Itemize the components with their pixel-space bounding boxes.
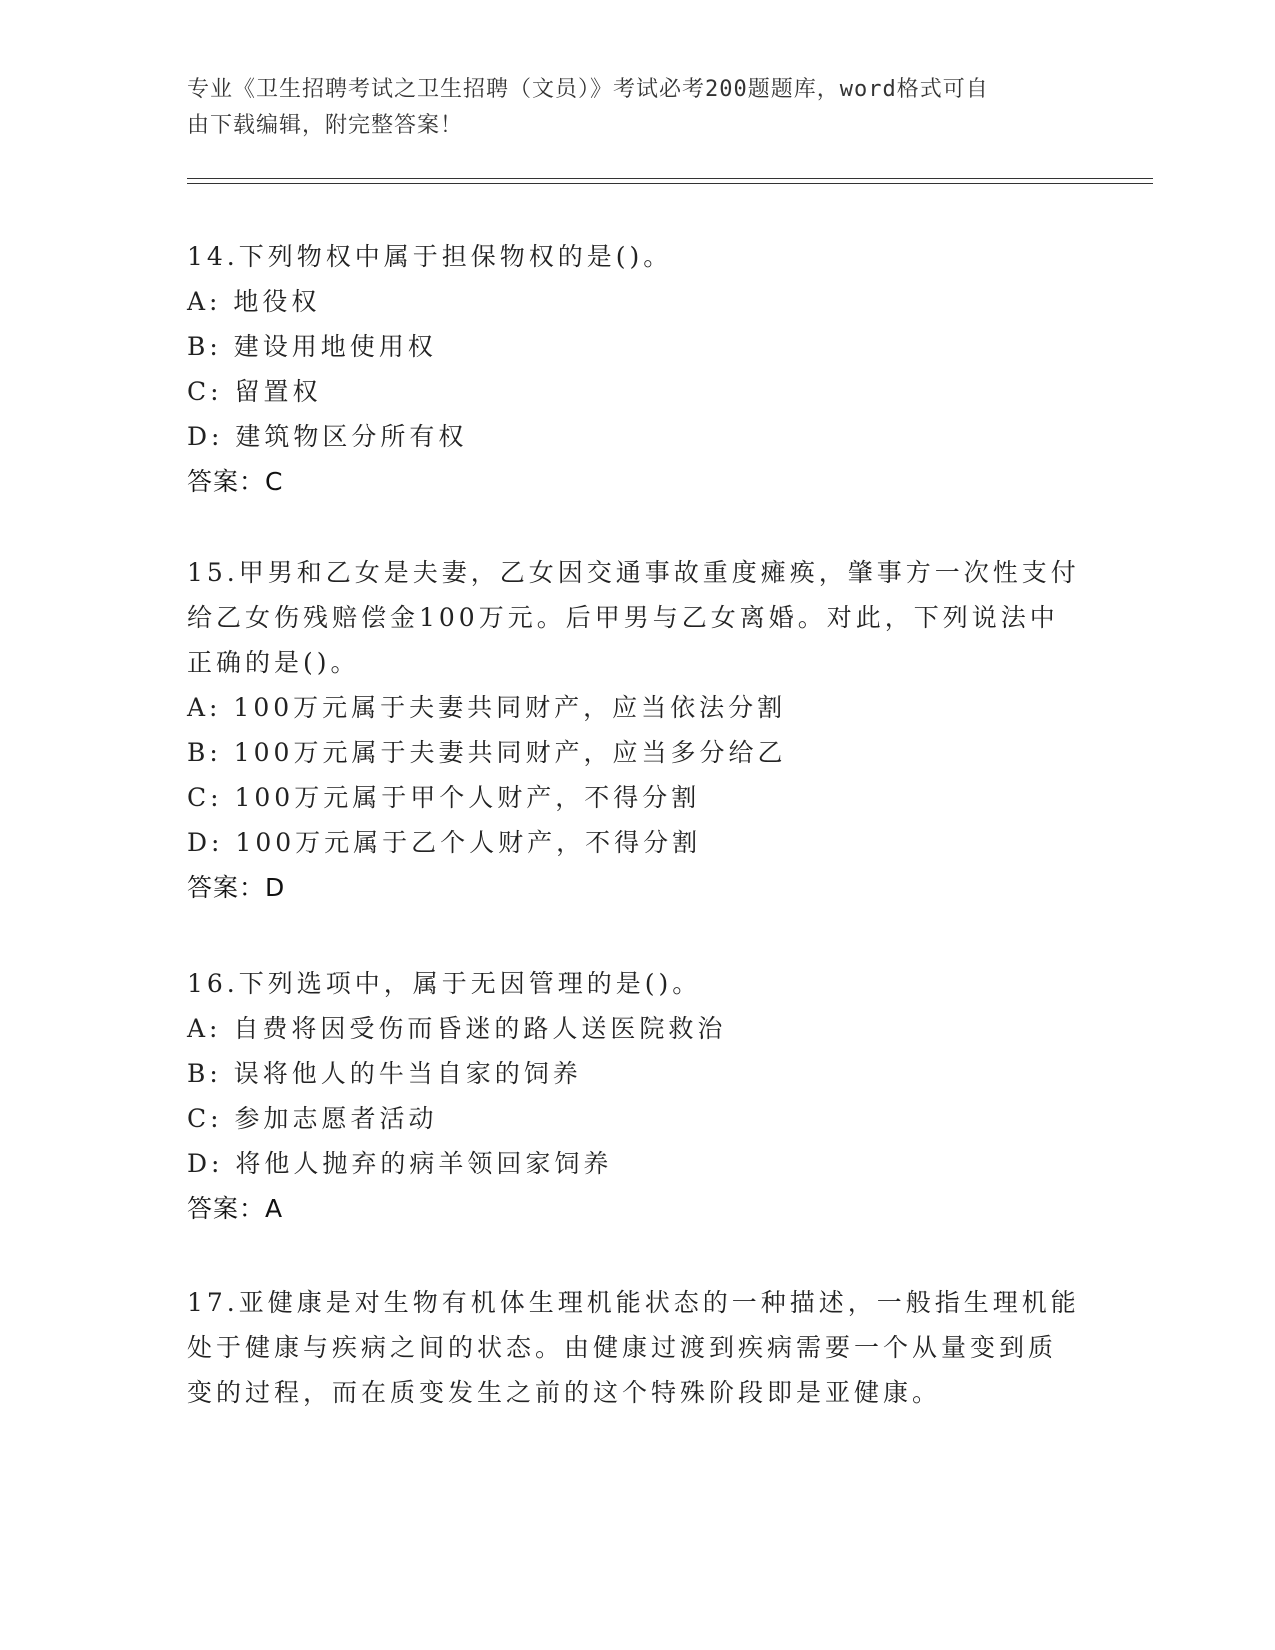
question-14 [187,234,1087,504]
question-stem: 处于健康与疾病之间的状态。由健康过渡到疾病需要一个从量变到质 [187,1333,1058,1362]
question-stem: 正确的是()。 [187,648,360,677]
option-d: D: 将他人抛弃的病羊领回家饲养 [187,1149,613,1178]
header-divider-bottom [187,183,1153,184]
question-stem: 15.甲男和乙女是夫妻，乙女因交通事故重度瘫痪，肇事方一次性支付 [187,558,1080,587]
answer: 答案：C [187,467,284,496]
option-c: C: 留置权 [187,377,322,406]
document-header [187,72,1067,144]
question-stem: 17.亚健康是对生物有机体生理机能状态的一种描述，一般指生理机能 [187,1288,1080,1317]
question-15 [187,550,1087,910]
header-line-2: 由下载编辑，附完整答案！ [187,113,464,138]
header-line-1: 专业《卫生招聘考试之卫生招聘（文员）》考试必考200题题库，word格式可自 [187,77,989,102]
question-stem: 16.下列选项中，属于无因管理的是()。 [187,969,702,998]
option-a: A: 100万元属于夫妻共同财产，应当依法分割 [187,693,787,722]
option-b: B: 误将他人的牛当自家的饲养 [187,1059,582,1088]
question-16 [187,961,1087,1231]
header-divider-top [187,178,1153,179]
option-a: A: 地役权 [187,287,321,316]
option-b: B: 建设用地使用权 [187,332,437,361]
option-a: A: 自费将因受伤而昏迷的路人送医院救治 [187,1014,727,1043]
option-c: C: 参加志愿者活动 [187,1104,438,1133]
answer: 答案：D [187,873,286,902]
option-b: B: 100万元属于夫妻共同财产，应当多分给乙 [187,738,787,767]
question-stem: 变的过程，而在质变发生之前的这个特殊阶段即是亚健康。 [187,1378,942,1407]
question-stem: 给乙女伤残赔偿金100万元。后甲男与乙女离婚。对此，下列说法中 [187,603,1059,632]
option-c: C: 100万元属于甲个人财产，不得分割 [187,783,701,812]
answer: 答案：A [187,1194,284,1223]
option-d: D: 100万元属于乙个人财产，不得分割 [187,828,702,857]
option-d: D: 建筑物区分所有权 [187,422,468,451]
question-17 [187,1280,1087,1415]
question-stem: 14.下列物权中属于担保物权的是()。 [187,242,673,271]
